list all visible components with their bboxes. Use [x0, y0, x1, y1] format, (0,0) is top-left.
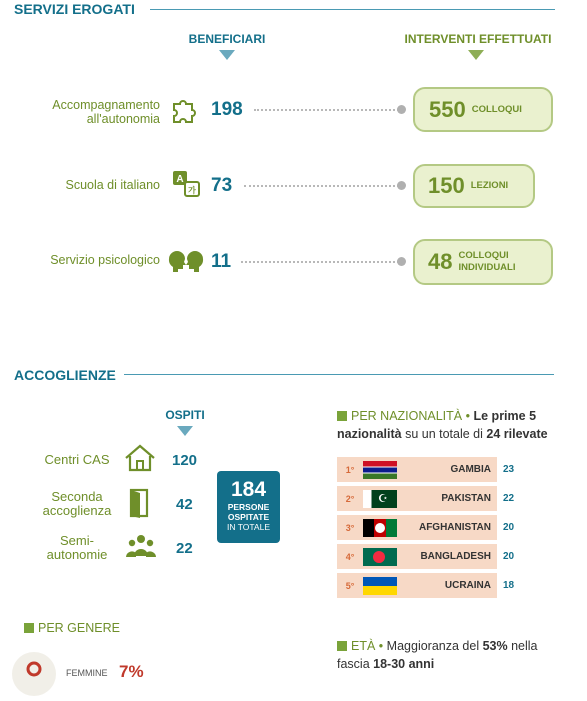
interventi-value: 550: [429, 96, 466, 122]
female-circle: [12, 652, 56, 696]
people-icon: [126, 534, 156, 558]
accoglienze-title: ACCOGLIENZE: [14, 367, 116, 383]
gambia-flag: [363, 461, 397, 479]
cat-label-semi: Semi-autonomie: [46, 533, 108, 562]
service-label-italiano: Scuola di italiano: [65, 178, 160, 192]
connector-dots: [254, 109, 399, 111]
femmine-value: 7%: [119, 662, 144, 681]
bangladesh-flag: [363, 548, 397, 566]
femmine-label: FEMMINE: [66, 668, 108, 678]
col-beneficiari: BENEFICIARI: [188, 32, 266, 46]
servizi-title: SERVIZI EROGATI: [14, 1, 135, 17]
beneficiari-arrow: [219, 50, 235, 60]
ospiti-arrow: [177, 426, 193, 436]
house-icon: [124, 444, 156, 472]
nationality-row: 3° AFGHANISTAN 20: [337, 515, 497, 540]
nationality-row: 5° UCRAINA 18: [337, 573, 497, 598]
interventi-unit: COLLOQUI INDIVIDUALI: [458, 250, 516, 273]
nazionalita-heading: PER NAZIONALITÀ • Le prime 5 nazionalità su un totale di 24 rilevate: [337, 409, 548, 441]
translate-icon: [172, 170, 202, 198]
total-box: [217, 471, 280, 543]
connector-dot: [397, 105, 406, 114]
accoglienze-rule: [124, 374, 554, 375]
afghanistan-flag: [363, 519, 397, 537]
nationality-row: 2° ☪ PAKISTAN 22: [337, 486, 497, 511]
col-ospiti: OSPITI: [165, 408, 205, 422]
nationality-row: 1° GAMBIA 23: [337, 457, 497, 482]
total-number: 184: [230, 478, 267, 501]
ukraine-flag: [363, 577, 397, 595]
eta-block: ETÀ • Maggioranza del 53% nella fascia 18-30 anni: [337, 639, 538, 671]
interventi-pill-italiano: [413, 164, 535, 208]
total-text: PERSONE OSPITATE: [227, 502, 270, 522]
connector-dot: [397, 257, 406, 266]
green-square-icon: [337, 641, 347, 651]
interventi-pill-autonomia: [413, 87, 553, 132]
green-square-icon: [337, 411, 347, 421]
connector-dot: [397, 181, 406, 190]
nazionalita-list: [337, 457, 560, 598]
interventi-arrow: [468, 50, 484, 60]
interventi-value: 48: [428, 249, 453, 274]
ospiti-semi: 22: [176, 540, 193, 557]
interventi-unit: LEZIONI: [470, 180, 509, 191]
servizi-rule: [150, 9, 555, 10]
pakistan-flag: ☪: [363, 490, 397, 508]
interventi-value: 150: [428, 173, 465, 198]
green-square-icon: [24, 623, 34, 633]
svg-text:가: 가: [188, 186, 196, 195]
cat-label-seconda: Seconda accoglienza: [42, 489, 112, 518]
nationality-row: 4° BANGLADESH 20: [337, 544, 497, 569]
ospiti-cas: 120: [172, 452, 198, 469]
total-sub: IN TOTALE: [227, 522, 270, 532]
ospiti-seconda: 42: [176, 496, 193, 513]
col-interventi: INTERVENTI EFFETTUATI: [404, 32, 552, 46]
female-icon: [12, 652, 56, 696]
cat-label-cas: Centri CAS: [44, 452, 110, 467]
connector-dots: [244, 185, 399, 187]
connector-dots: [241, 261, 399, 263]
beneficiari-italiano: 73: [211, 175, 233, 196]
service-label-autonomia: Accompagnamento all'autonomia: [52, 98, 160, 126]
interventi-pill-psicologico: [413, 239, 553, 285]
service-label-psicologico: Servizio psicologico: [50, 253, 160, 267]
svg-text:A: A: [176, 174, 184, 185]
heads-icon: [166, 247, 206, 273]
beneficiari-autonomia: 198: [211, 99, 243, 120]
genere-heading: PER GENERE: [24, 621, 120, 635]
beneficiari-psicologico: 11: [211, 251, 232, 272]
interventi-unit: COLLOQUI: [471, 103, 522, 115]
puzzle-icon: [170, 96, 200, 124]
door-icon: [128, 488, 152, 518]
